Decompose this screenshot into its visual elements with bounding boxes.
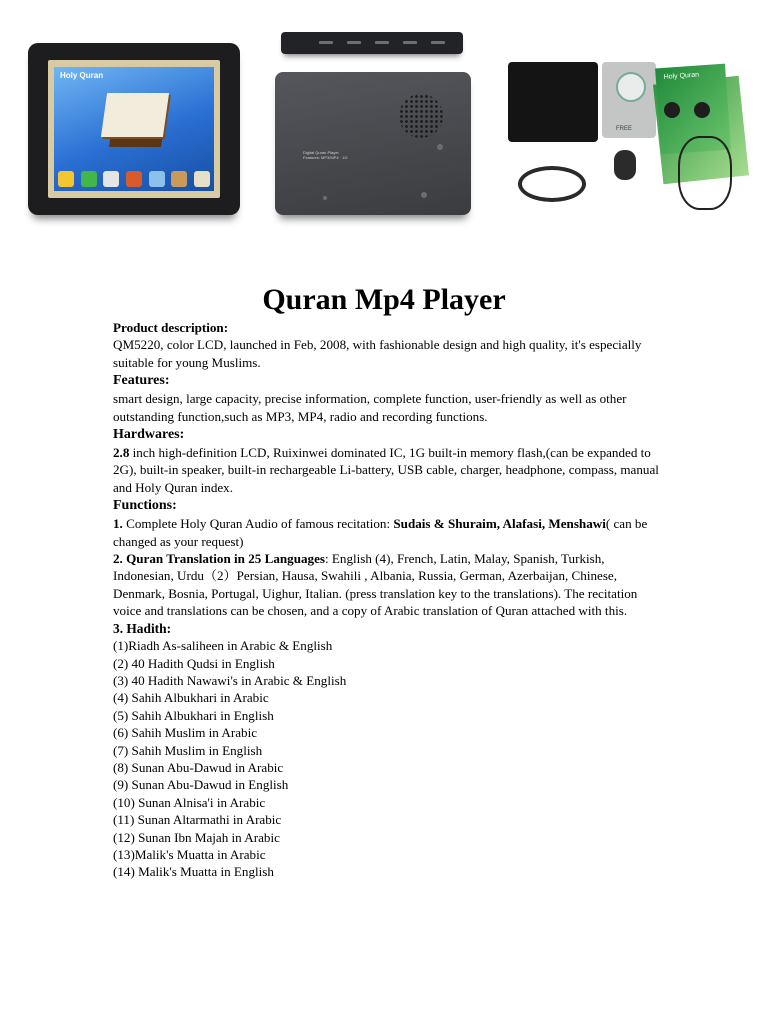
product-description-heading: Product description: [113,320,229,335]
hardwares-text [113,444,661,496]
reciters: Sudais & Shuraim, Alafasi, Menshawi [393,516,606,532]
product-description-rest: , color LCD, launched in Feb, 2008, with fashionable design and high quality, it's especially suitable for young Muslims. [113,337,642,370]
earphone-wire [678,136,732,210]
device-button [421,192,427,198]
functions-heading: Functions: [113,498,177,514]
hadith-item: (12) Sunan Ibn Majah in Arabic [113,829,280,845]
remote-button [319,41,333,44]
earphone-left [664,102,680,118]
menu-icon [58,171,74,187]
function-item-3-heading: 3. Hadith: [113,620,172,636]
frame-screen [54,67,214,191]
model-number: QM5220 [113,337,161,353]
hadith-item: (8) Sunan Abu-Dawud in Arabic [113,759,284,775]
page-title: Quran Mp4 Player [262,283,506,316]
hardwares-rest: inch high-definition LCD, Ruixinwei dominated IC, 1G built-in memory flash,(can be expanded to 2G), built-in speaker, built-in rechargeable Li-battery, USB cable, charger, headphone, compass, manual and Holy Quran index. [113,445,659,495]
hadith-item: (1)Riadh As-saliheen in Arabic & English [113,638,333,654]
screen-size: 2.8 [113,445,130,461]
usb-cable [518,166,586,202]
menu-icon [81,171,97,187]
hadith-item: (13)Malik's Muatta in Arabic [113,846,266,862]
device-label-line: Digital Quran Player [303,150,339,155]
device-led [323,196,327,200]
hadith-item: (10) Sunan Alnisa'i in Arabic [113,794,266,810]
function-item-2-heading: 2. Quran Translation in 25 Languages [113,551,325,567]
hadith-item: (2) 40 Hadith Qudsi in English [113,655,275,671]
remote-button [375,41,389,44]
hardwares-heading: Hardwares: [113,427,185,443]
function-item-1-number: 1. [113,516,123,532]
function-item-1 [113,515,661,550]
earphone-right [694,102,710,118]
remote-control [281,32,463,54]
cd-label: FREE [616,126,633,132]
remote-button [431,41,445,44]
menu-icon [194,171,210,187]
charger [614,150,636,180]
function-item-2 [113,550,661,620]
hadith-item: (5) Sahih Albukhari in English [113,707,274,723]
remote-button [403,41,417,44]
function-item-1-text: Complete Holy Quran Audio of famous recitation: [122,516,394,532]
features-heading: Features: [113,373,170,389]
device-label-line: Features: MP3/MP4 · 1G [303,155,348,160]
menu-icon [103,171,119,187]
function-item-2-text: : English (4), French, Latin, Malay, Spanish, Turkish, Indonesian, Urdu（2）Persian, Hausa, Swahili , Albania, Russia, German, Azerbaijan, Chinese, Denmark, Bosnia, Portugal, Uighur, Italian. (press translation key to the translations). The recitation voice and translations can be chosen, and a copy of Arabic translation of Quran attached with this. [113,551,638,619]
menu-icon [149,171,165,187]
hadith-item: (7) Sahih Muslim in English [113,742,263,758]
digital-frame-photo [28,43,240,215]
hadith-item: (11) Sunan Altarmathi in Arabic [113,812,282,828]
menu-icon [126,171,142,187]
product-description-text [113,336,661,371]
book-label: Holy Quran [663,71,700,81]
speaker-grille [399,94,443,138]
hadith-list [113,637,661,881]
frame-menu-icons [58,171,210,187]
carry-pouch [508,62,598,142]
product-content [113,319,661,881]
player-device [275,72,471,215]
hadith-item: (6) Sahih Muslim in Arabic [113,725,258,741]
hadith-item: (3) 40 Hadith Nawawi's in Arabic & English [113,672,347,688]
remote-button [347,41,361,44]
open-quran-graphic [101,93,169,137]
function-item-1-after: ( can be changed as your request) [113,516,648,549]
menu-icon [171,171,187,187]
accessories-photo [508,40,752,222]
device-button [437,144,443,150]
device-label [303,150,347,160]
frame-screen-title: Holy Quran [60,71,104,80]
cd-case [602,62,656,138]
hadith-item: (14) Malik's Muatta in English [113,864,274,880]
features-text: smart design, large capacity, precise information, complete function, user-friendly as well as other outstanding function,such as MP3, MP4, radio and recording functions. [113,391,627,424]
hadith-item: (4) Sahih Albukhari in Arabic [113,690,269,706]
quran-player-photo [275,32,471,215]
hadith-item: (9) Sunan Abu-Dawud in English [113,777,289,793]
